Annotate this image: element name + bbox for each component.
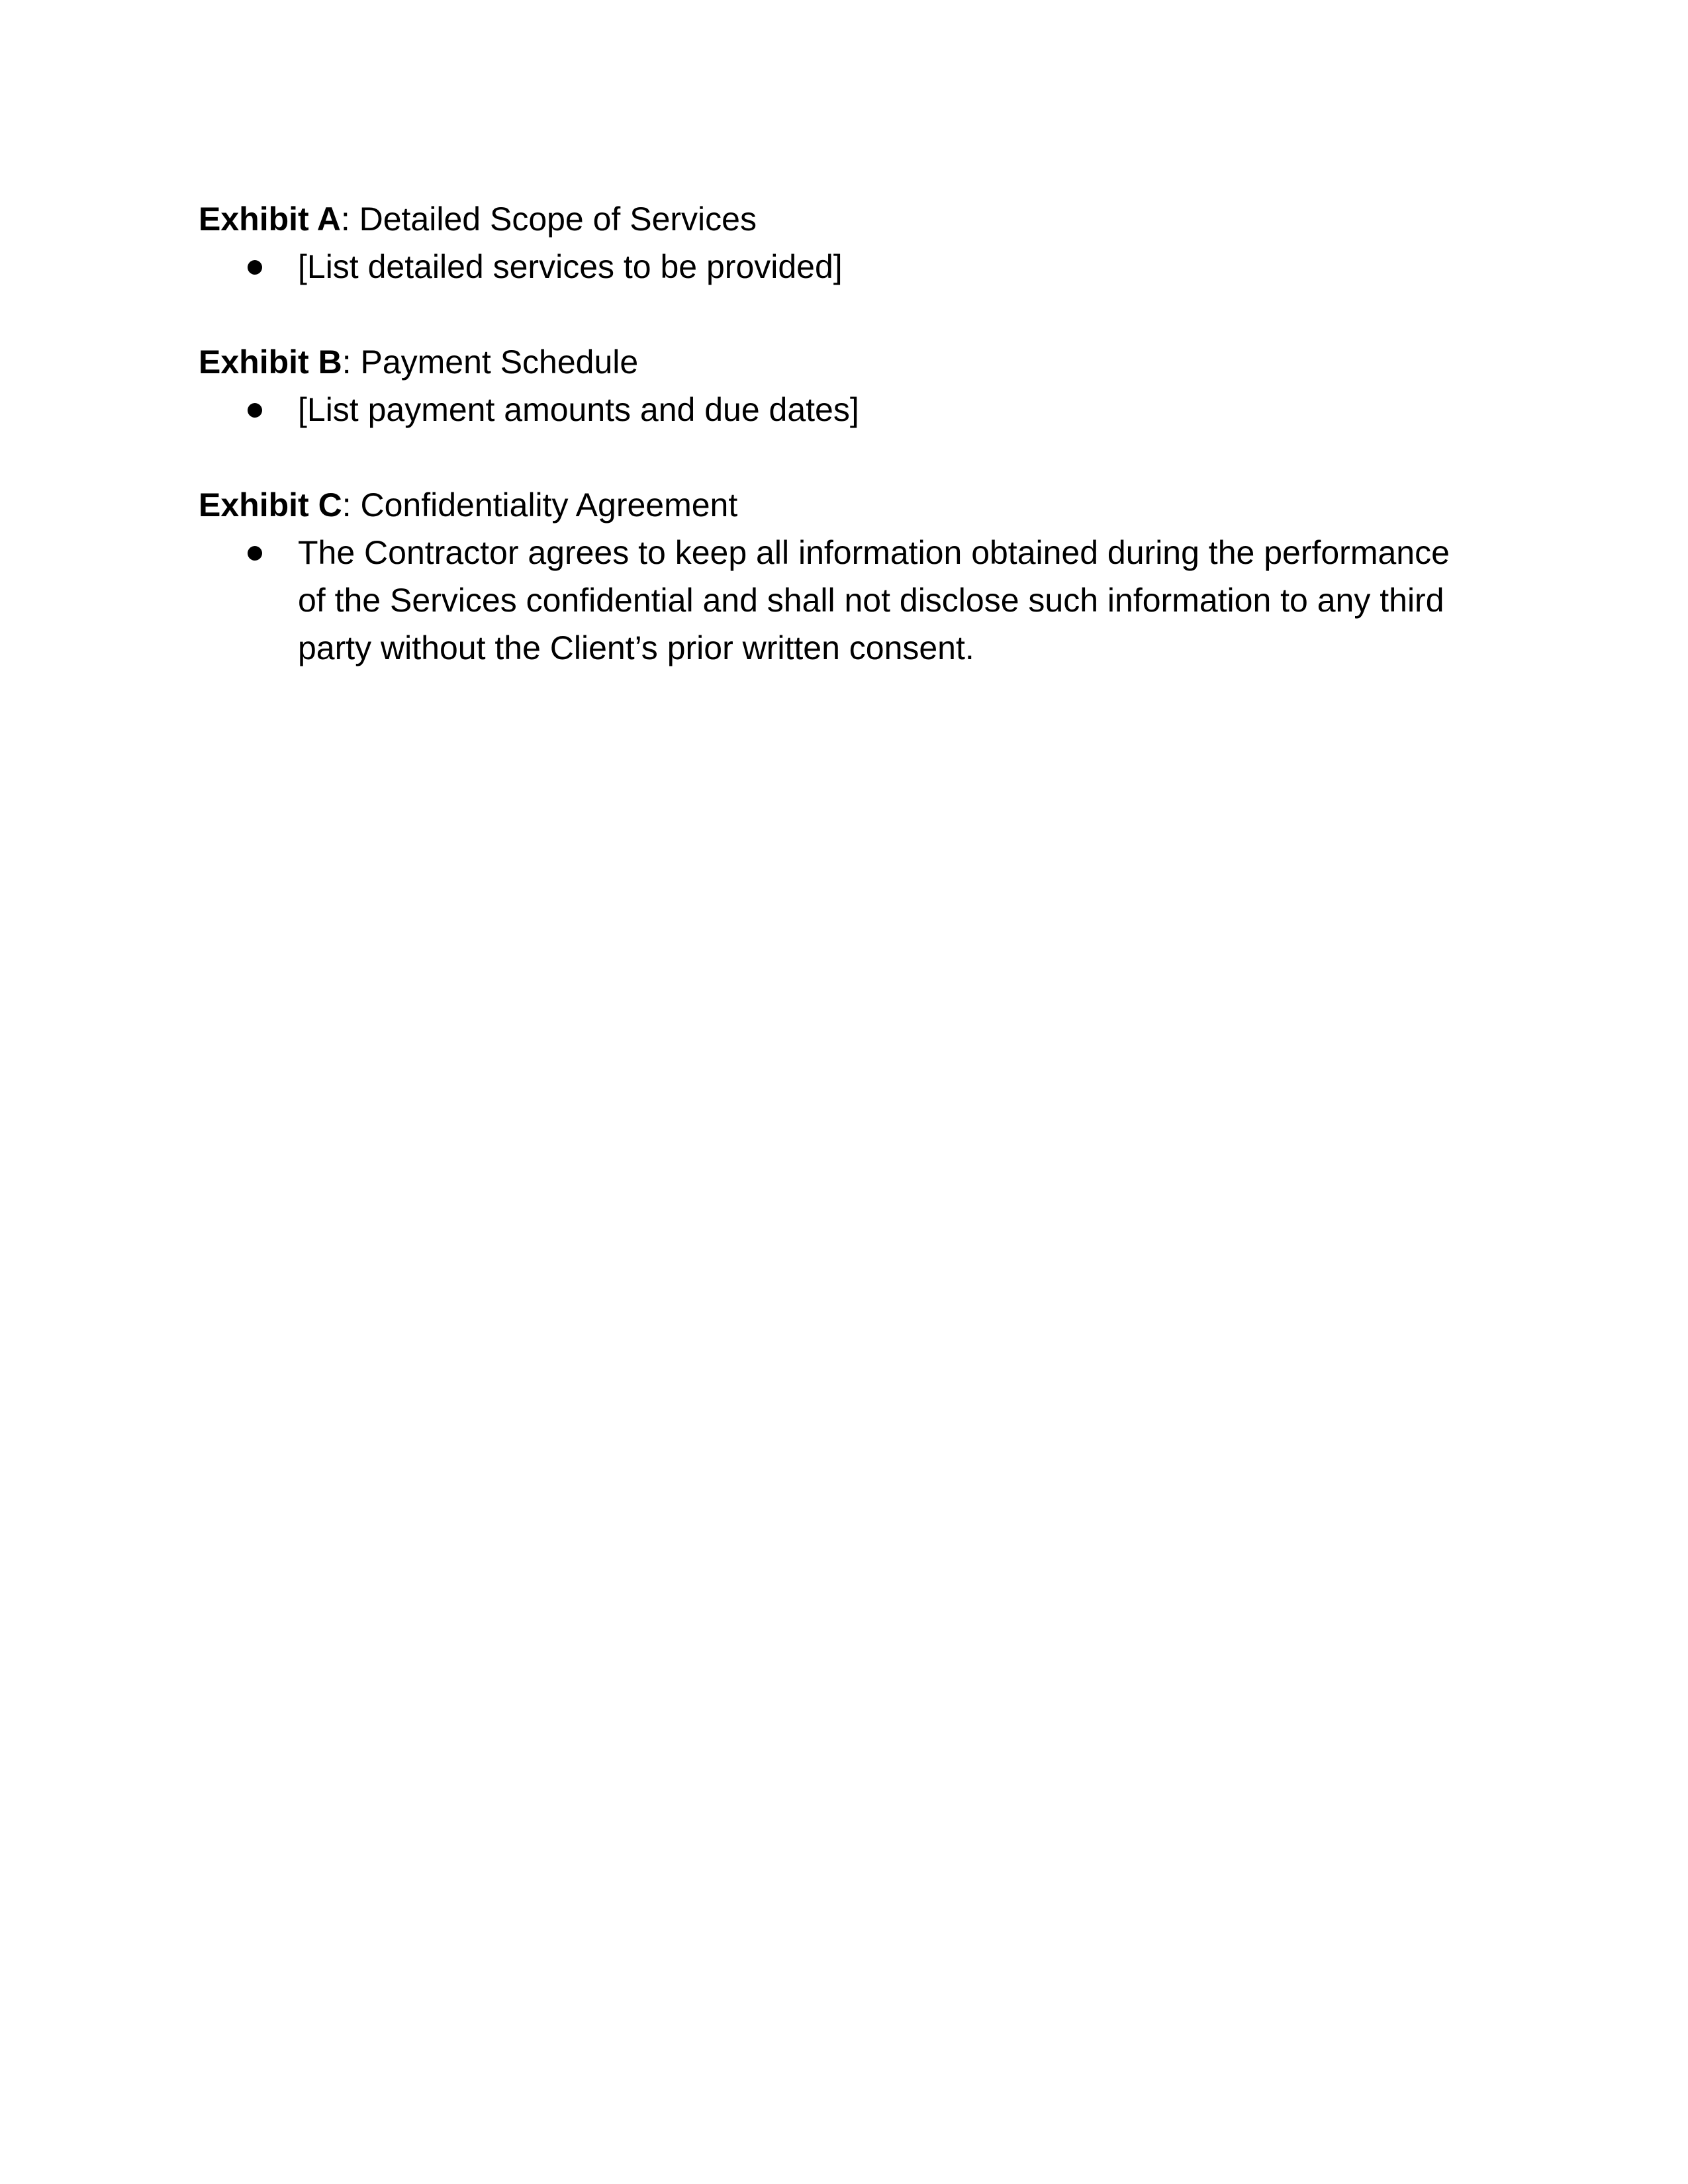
exhibit-b-heading (199, 338, 1489, 386)
exhibit-b-title: Payment Schedule (360, 343, 639, 381)
exhibit-c-list (199, 529, 1489, 672)
exhibit-a (199, 195, 1489, 291)
exhibit-a-heading (199, 195, 1489, 243)
exhibit-b (199, 338, 1489, 433)
exhibit-c (199, 481, 1489, 672)
exhibit-a-list (199, 243, 1489, 291)
list-item (199, 529, 1456, 672)
bullet-icon (248, 546, 262, 561)
exhibit-c-label: Exhibit C (199, 486, 342, 523)
bullet-icon (248, 403, 262, 418)
exhibit-c-title: Confidentiality Agreement (360, 486, 738, 523)
exhibit-c-heading (199, 481, 1489, 529)
list-item-text: [List payment amounts and due dates] (298, 391, 859, 428)
exhibit-b-separator: : (342, 343, 361, 381)
exhibit-b-label: Exhibit B (199, 343, 342, 381)
exhibit-b-list (199, 386, 1489, 433)
list-item-text: The Contractor agrees to keep all information obtained during the performance of the Services confidential and shall not disclose such information to any third party without the Client’s prior written consent. (298, 534, 1450, 666)
document-body (199, 195, 1489, 719)
exhibit-a-label: Exhibit A (199, 201, 341, 238)
exhibit-a-title: Detailed Scope of Services (359, 201, 757, 238)
list-item (199, 386, 1456, 433)
list-item-text: [List detailed services to be provided] (298, 248, 843, 285)
exhibit-a-separator: : (340, 201, 359, 238)
bullet-icon (248, 260, 262, 275)
list-item (199, 243, 1456, 291)
exhibit-c-separator: : (342, 486, 361, 523)
